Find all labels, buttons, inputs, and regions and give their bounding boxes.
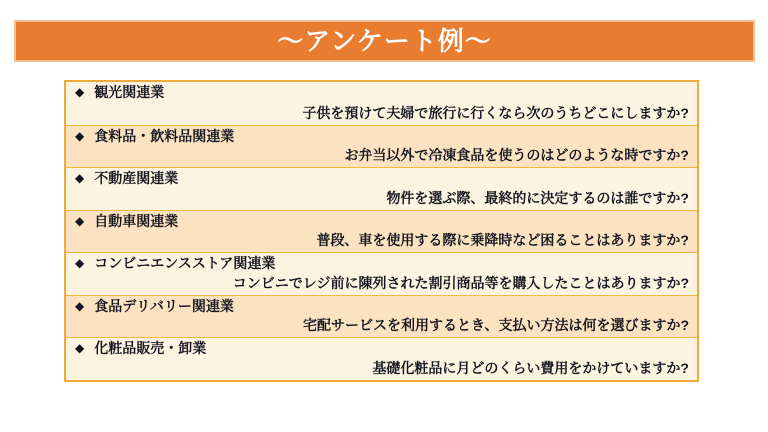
industry-heading	[66, 128, 697, 145]
survey-row	[66, 82, 697, 125]
industry-label: コンビニエンスストア関連業	[94, 255, 276, 271]
survey-row	[66, 210, 697, 253]
industry-heading	[66, 340, 697, 357]
survey-question: 基礎化粧品に月どのくらい費用をかけていますか?	[372, 359, 689, 376]
survey-row	[66, 295, 697, 338]
survey-question: コンビニでレジ前に陳列された割引商品等を購入したことはありますか?	[232, 274, 689, 291]
diamond-bullet-icon: ◆	[75, 171, 85, 186]
survey-question: 物件を選ぶ際、最終的に決定するのは誰ですか?	[386, 189, 689, 206]
survey-question: 普段、車を使用する際に乗降時など困ることはありますか?	[316, 232, 689, 249]
industry-label: 化粧品販売・卸業	[94, 340, 207, 356]
industry-heading	[66, 255, 697, 272]
diamond-bullet-icon: ◆	[75, 256, 85, 271]
diamond-bullet-icon: ◆	[75, 298, 85, 313]
industry-heading	[66, 84, 697, 101]
industry-label: 自動車関連業	[94, 212, 179, 229]
survey-question: 宅配サービスを利用するとき、支払い方法は何を選びますか?	[303, 317, 689, 334]
survey-row	[66, 125, 697, 168]
page-title: 〜アンケート例〜	[277, 26, 492, 56]
survey-question: お弁当以外で冷凍食品を使うのはどのような時ですか?	[344, 147, 689, 164]
survey-row	[66, 337, 697, 380]
diamond-bullet-icon: ◆	[75, 341, 85, 356]
page-title-banner	[14, 20, 755, 62]
industry-label: 不動産関連業	[94, 170, 179, 186]
diamond-bullet-icon: ◆	[75, 128, 85, 143]
industry-heading	[66, 170, 697, 187]
diamond-bullet-icon: ◆	[75, 213, 85, 228]
survey-row	[66, 167, 697, 210]
industry-label: 食料品・飲料品関連業	[94, 127, 235, 144]
survey-row	[66, 252, 697, 295]
survey-question: 子供を預けて夫婦で旅行に行くなら次のうちどこにしますか?	[302, 104, 689, 121]
industry-heading	[66, 298, 697, 315]
diamond-bullet-icon: ◆	[75, 85, 85, 100]
industry-label: 観光関連業	[94, 84, 165, 100]
industry-heading	[66, 213, 697, 230]
industry-label: 食品デリバリー関連業	[94, 297, 234, 314]
survey-table	[64, 80, 699, 382]
